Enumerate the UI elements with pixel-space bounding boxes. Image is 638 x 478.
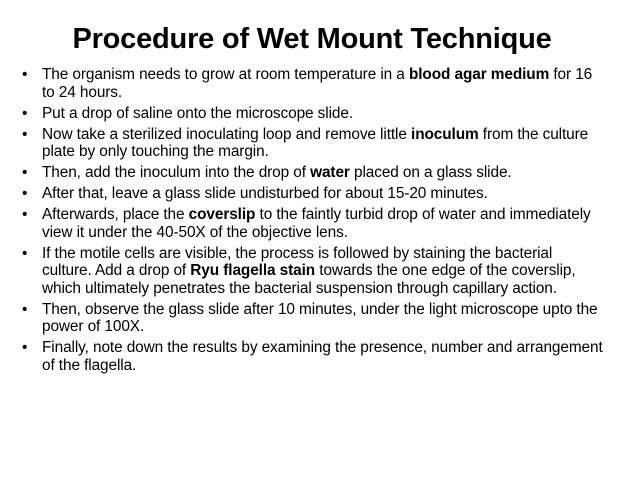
bullet-item bbox=[20, 66, 604, 101]
bullet-marker: • bbox=[22, 164, 28, 181]
bullet-marker: • bbox=[22, 206, 28, 223]
text-segment: placed on a glass slide. bbox=[349, 164, 512, 181]
bullet-marker: • bbox=[22, 339, 28, 356]
bold-term: inoculum bbox=[411, 125, 479, 143]
bullet-item bbox=[20, 164, 604, 182]
bold-term: blood agar medium bbox=[408, 66, 550, 83]
bullet-list bbox=[20, 66, 604, 374]
bullet-text bbox=[42, 66, 592, 101]
bullet-text bbox=[42, 339, 603, 374]
bullet-marker: • bbox=[22, 244, 28, 262]
bullet-marker: • bbox=[22, 125, 28, 143]
bullet-item bbox=[20, 339, 604, 374]
bullet-text bbox=[42, 206, 591, 241]
bullet-item bbox=[20, 185, 604, 203]
bullet-marker: • bbox=[22, 300, 28, 318]
bullet-text bbox=[42, 105, 353, 122]
bullet-item bbox=[20, 245, 604, 298]
text-segment: After that, leave a glass slide undisturbed for about 15-20 minutes. bbox=[42, 185, 488, 202]
text-segment: The organism needs to grow at room temperature in a bbox=[42, 66, 409, 83]
bullet-item bbox=[20, 301, 604, 336]
bullet-marker: • bbox=[22, 66, 28, 83]
bold-term: Ryu flagella stain bbox=[190, 262, 316, 279]
bullet-marker: • bbox=[22, 185, 28, 202]
bold-term: coverslip bbox=[188, 206, 256, 223]
text-segment: Then, add the inoculum into the drop of bbox=[42, 164, 311, 181]
bullet-item bbox=[20, 206, 604, 241]
bullet-item bbox=[20, 105, 604, 123]
bullet-item bbox=[20, 126, 604, 161]
text-segment: Afterwards, place the bbox=[42, 206, 189, 223]
bullet-text bbox=[42, 164, 512, 181]
text-segment: for 16 to 24 hours. bbox=[42, 66, 593, 101]
text-segment: Finally, note down the results by examining the presence, number and arrangement of the flagella. bbox=[42, 339, 603, 374]
bullet-text bbox=[42, 245, 576, 297]
bullet-text bbox=[42, 126, 588, 161]
bold-term: water bbox=[310, 164, 350, 181]
text-segment: towards the one edge of the coverslip, which ultimately penetrates the bacterial suspension through capillary action. bbox=[42, 262, 576, 297]
text-segment: Then, observe the glass slide after 10 minutes, under the light microscope upto the power of 100X. bbox=[42, 300, 598, 335]
bullet-text bbox=[42, 301, 598, 336]
text-segment: Now take a sterilized inoculating loop and remove little bbox=[42, 125, 412, 143]
text-segment: Put a drop of saline onto the microscope slide. bbox=[42, 104, 353, 122]
bullet-marker: • bbox=[22, 104, 28, 122]
bullet-text bbox=[42, 185, 488, 202]
slide-title: Procedure of Wet Mount Technique bbox=[72, 23, 552, 55]
text-segment: If the motile cells are visible, the process is followed by staining the bacterial culture. Add a drop of bbox=[42, 244, 553, 279]
text-segment: to the faintly turbid drop of water and immediately view it under the 40-50X of the objective lens. bbox=[42, 206, 591, 241]
text-segment: from the culture plate by only touching the margin. bbox=[42, 125, 589, 160]
